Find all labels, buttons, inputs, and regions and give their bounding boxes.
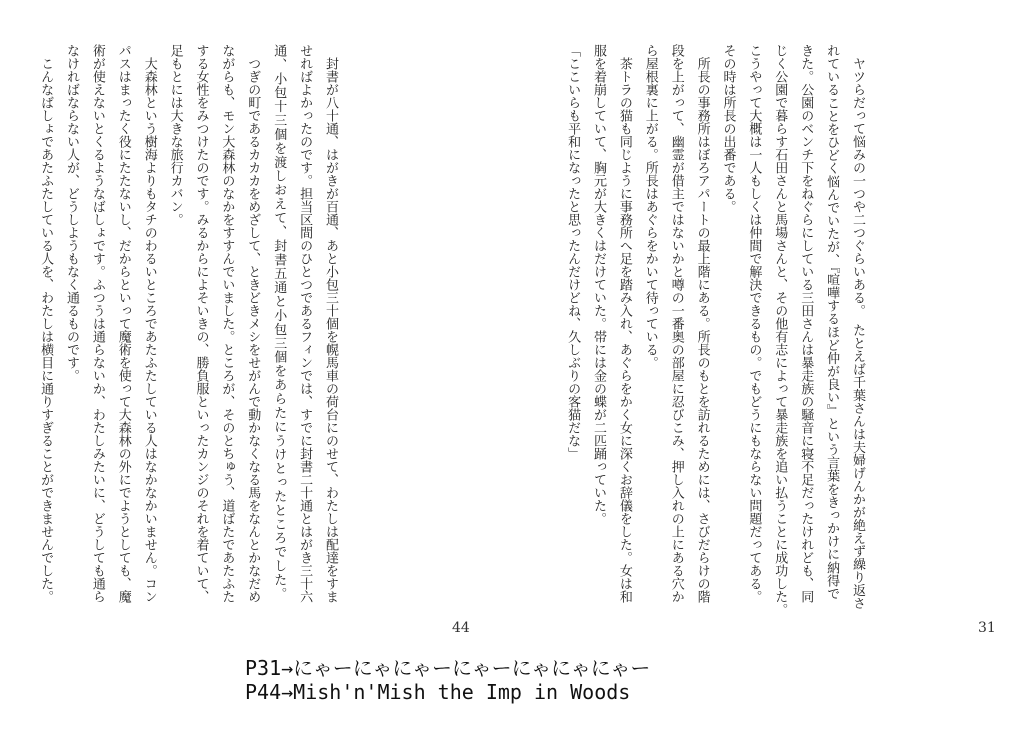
page-number-left: 44 bbox=[452, 620, 470, 636]
text-column: こんなばしょであたふたしている人を、わたしは横目に通りすぎることができませんでした。 bbox=[38, 44, 54, 603]
text-column: 段を上がって、幽霊が借主ではないかと噂の一番奥の部屋に忍びこみ、押し入れの上にある穴か bbox=[668, 44, 684, 603]
text-column: 封書が八十通、はがきが百通、あと小包三十個を幌馬車の荷台にのせて、わたしは配達をすま bbox=[323, 44, 338, 603]
caption-line-1: P31→にゃーにゃにゃーにゃーにゃにゃにゃー bbox=[245, 656, 651, 680]
text-column: 茶トラの猫も同じように事務所へ足を踏み入れ、あぐらをかく女に深くお辞儀をした。女は和 bbox=[616, 44, 632, 603]
text-column: せればよかったのです。担当区間のひとつであるフィンでは、すでに封書二十通とはがき三十六 bbox=[297, 44, 313, 603]
text-column: ヤツらだって悩みの一つや二つぐらいある。 たとえば千葉さんは夫婦げんかが絶えず繰り返さ bbox=[850, 44, 865, 610]
text-column: きた。公園のベンチ下をねぐらにしている三田さんは暴走族の騒音に寝不足だったけれども、同 bbox=[798, 44, 814, 603]
text-column: なければならない人が、どうしようもなく通るものです。 bbox=[64, 44, 79, 382]
text-column: その時は所長の出番である。 bbox=[720, 44, 736, 213]
text-column: する女性をみつけたのです。みるからによそいきの、勝負服といったカンジのそれを着ていて、 bbox=[193, 44, 209, 603]
text-column: 通、小包十三個を渡しおえて、封書五通と小包三個をあらたにうけとったところでした。 bbox=[271, 44, 287, 600]
text-column: つぎの町であるカカカをめざして、ときどきメシをせがんで動かなくなる馬をなんとかなだめ bbox=[245, 44, 261, 603]
right-page bbox=[515, 0, 1030, 636]
text-column: ながらも、モン大森林のなかをすすんでいました。ところが、そのとちゅう、道ばたであたふた bbox=[219, 44, 235, 603]
text-column: れていることをひどく悩んでいたが、『喧嘩するほど仲が良い』という言葉をきっかけに納得で bbox=[824, 44, 840, 600]
text-column: 「ここいらも平和になったと思ったんだけどね、久しぶりの客猫だな」 bbox=[565, 44, 581, 460]
text-column: パスはまったく役にたたないし、だからといって魔術を使って大森林の外にでようとしても、魔 bbox=[115, 44, 131, 603]
text-column: じく公園で暮らす石田さんと馬場さんと、その他有志によって暴走族を追い払うことに成功した。 bbox=[772, 44, 788, 616]
text-column: 所長の事務所はぼろアパートの最上階にある。所長のもとを訪れるためには、さびだらけの階 bbox=[694, 44, 710, 603]
text-column: 大森林という樹海よりもタチのわるいところであたふたしている人はなかなかいません。コン bbox=[141, 44, 157, 603]
left-page bbox=[0, 0, 515, 636]
text-column: こうやって大概は一人もしくは仲間で解決できるもの。でもどうにもならない問題だってある。 bbox=[746, 44, 762, 603]
text-column: 服を着崩していて、胸元が大きくはだけていた。帯には金の蝶が二匹踊っていた。 bbox=[591, 44, 606, 525]
text-column: 術が使えないとくるようなばしょです。ふつうは通らないか、わたしみたいに、どうしても通ら bbox=[89, 44, 105, 603]
page-number-right: 31 bbox=[978, 620, 996, 636]
caption-line-2: P44→Mish'n'Mish the Imp in Woods bbox=[245, 680, 631, 704]
text-column: 足もとには大きな旅行カバン。 bbox=[167, 44, 183, 226]
text-column: ら屋根裏に上がる。所長はあぐらをかいて待っている。 bbox=[642, 44, 658, 369]
